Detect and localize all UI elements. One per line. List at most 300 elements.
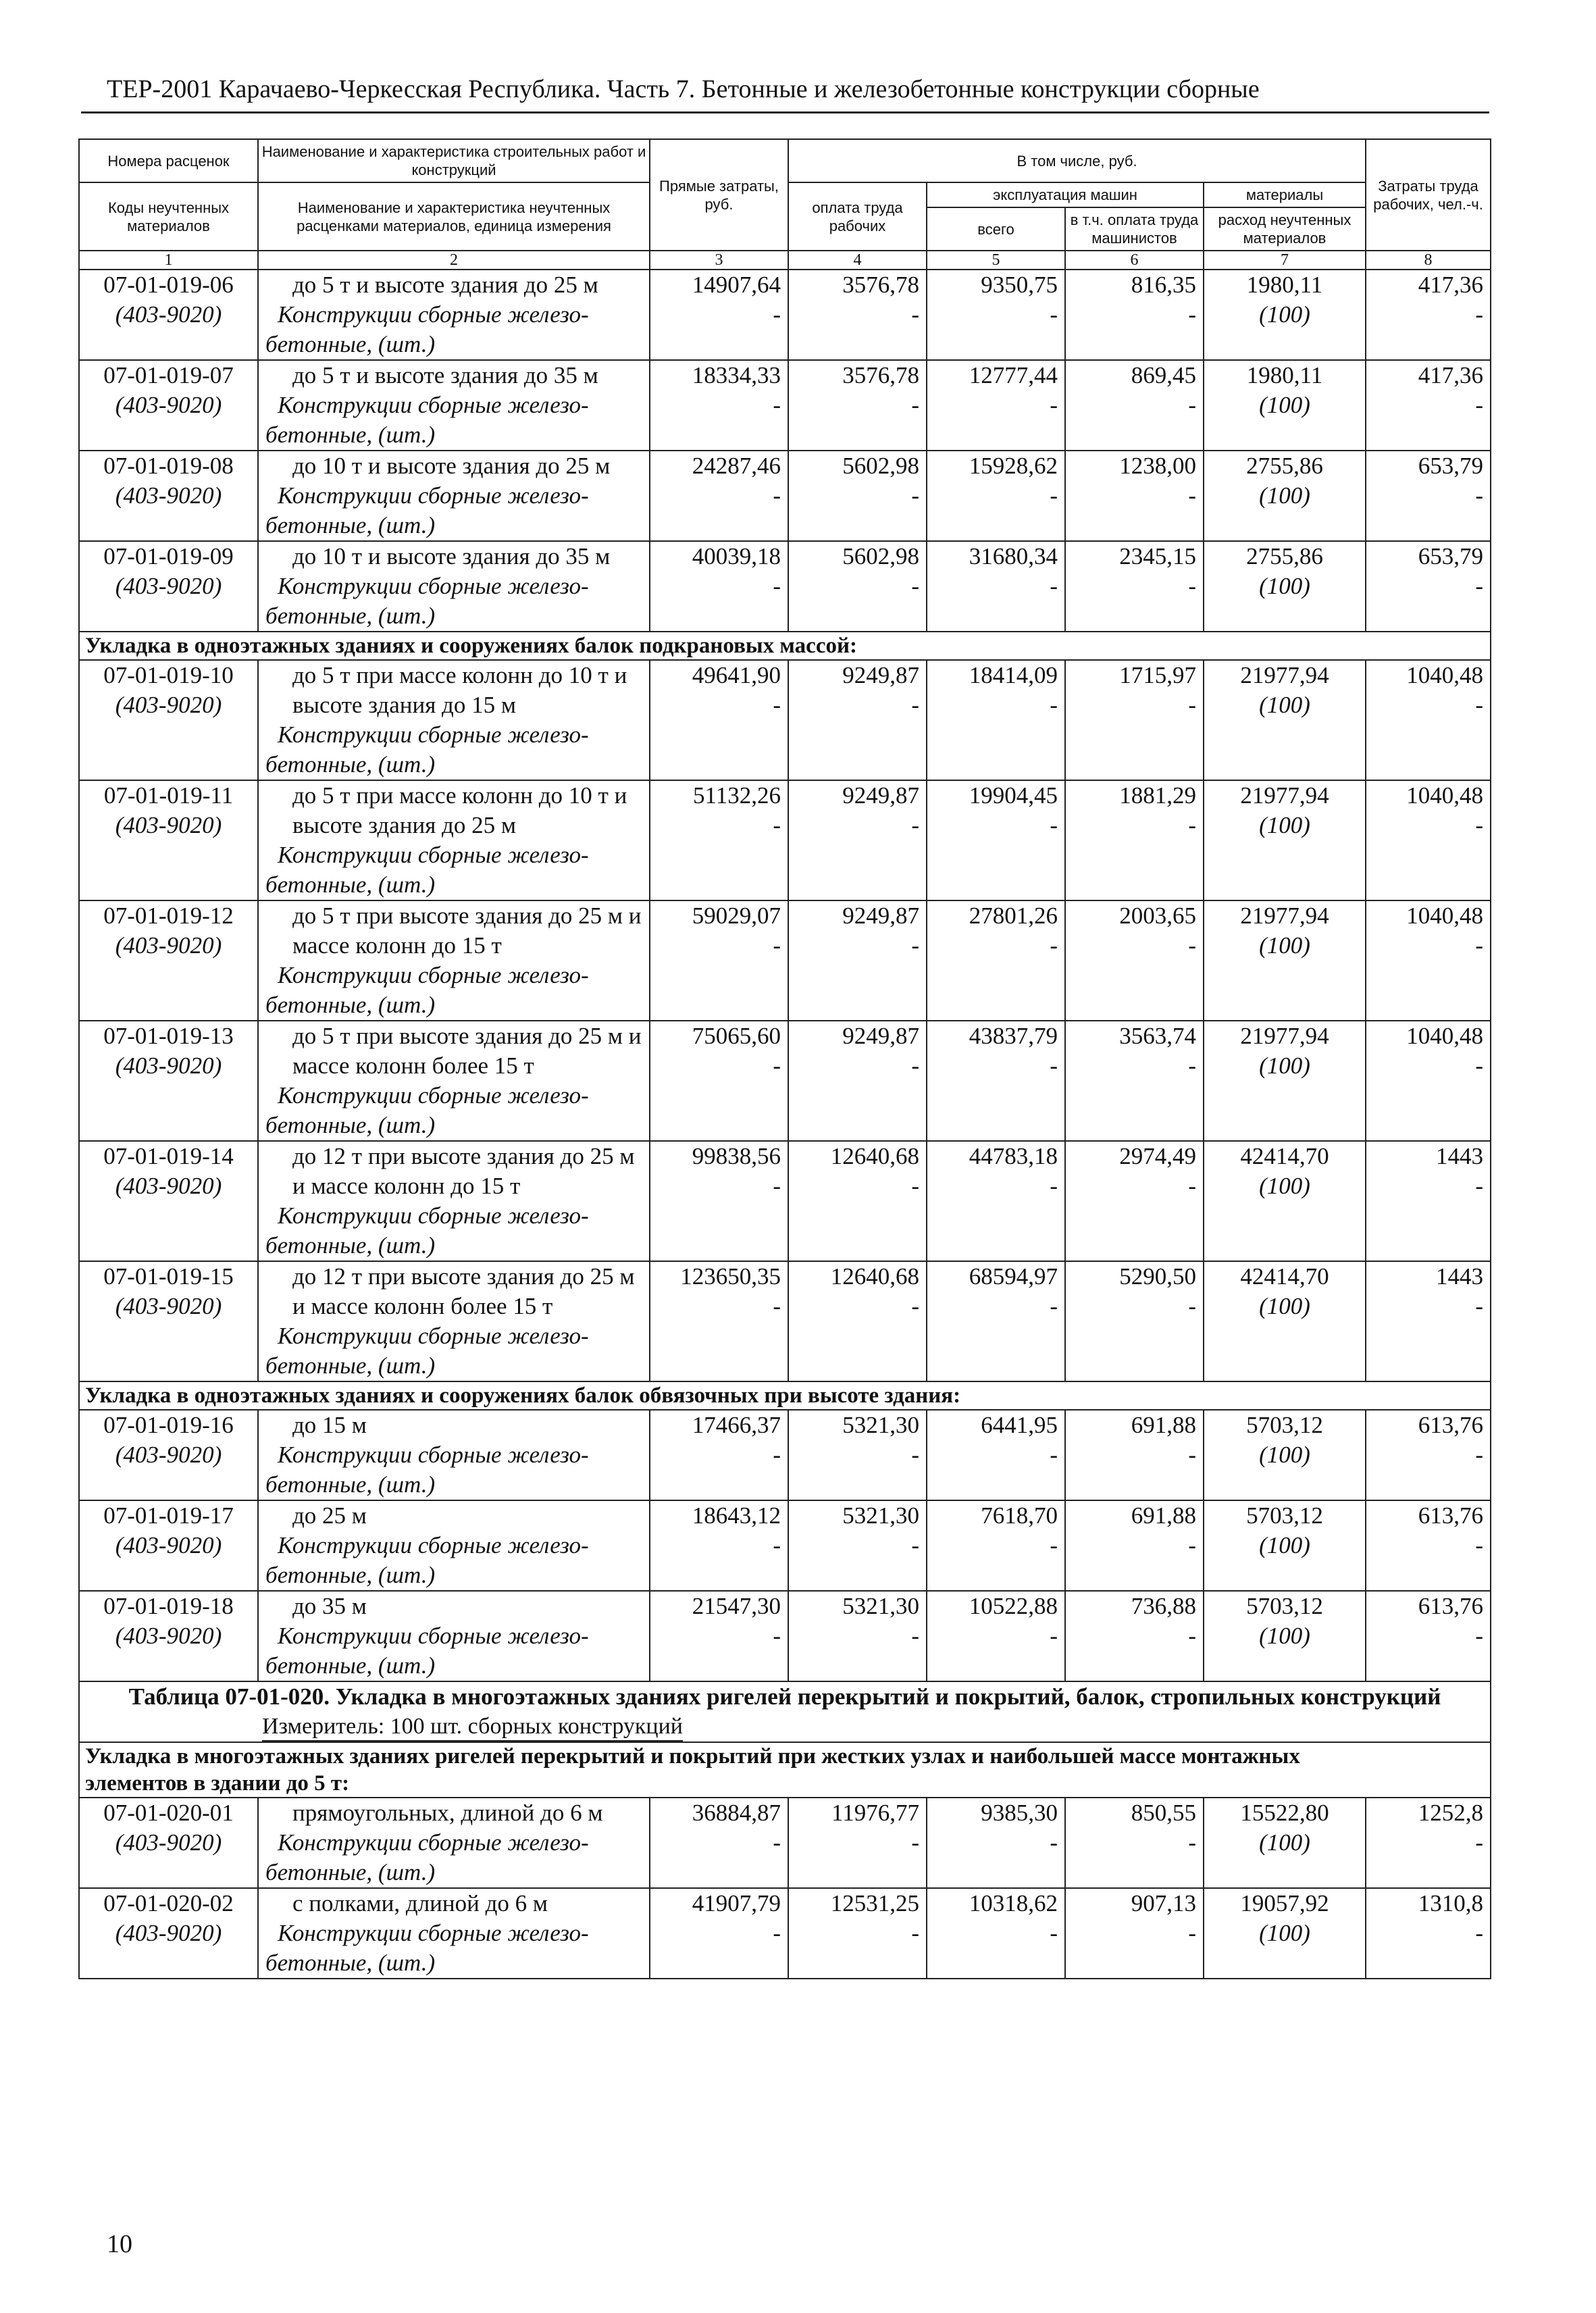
work-description: до 5 т и высоте здания до 25 м: [292, 272, 598, 298]
machines-total-cell: [927, 270, 1065, 360]
direct-cost-value: 49641,90: [692, 662, 781, 688]
name-cell: [258, 1021, 650, 1141]
material-name: бетонные, (шт.): [265, 1652, 436, 1679]
machines-wages-value: 2974,49: [1119, 1143, 1196, 1169]
machines-total-value: 9385,30: [981, 1800, 1058, 1826]
machines-wages-value: 907,13: [1131, 1890, 1196, 1916]
machines-total-cell: [927, 1410, 1065, 1500]
machines-total-value: 10522,88: [969, 1593, 1058, 1619]
material-code: (403-9020): [115, 812, 222, 838]
table-row: [79, 451, 1491, 541]
page-number: 10: [107, 2230, 132, 2258]
wages-value: 5321,30: [842, 1412, 919, 1438]
header-machines: эксплуатация машин: [927, 182, 1204, 207]
labor-cell: [1366, 1261, 1491, 1381]
dash: -: [1050, 392, 1058, 418]
dash: -: [911, 932, 919, 959]
direct-cost-value: 14907,64: [692, 272, 781, 298]
labor-cell: [1366, 360, 1491, 451]
section-heading: Укладка в одноэтажных зданиях и сооружениях балок обвязочных при высоте здания:: [79, 1381, 1366, 1410]
rate-code: 07-01-019-12: [103, 903, 234, 929]
machines-wages-cell: [1065, 780, 1204, 900]
material-name: бетонные, (шт.): [265, 512, 436, 538]
direct-cost-value: 59029,07: [692, 903, 781, 929]
machines-wages-cell: [1065, 270, 1204, 360]
dash: -: [1475, 1920, 1484, 1946]
labor-cell: [1366, 660, 1491, 780]
dash: -: [911, 301, 919, 328]
machines-total-value: 6441,95: [981, 1412, 1058, 1438]
direct-cost-cell: [650, 451, 788, 541]
dash: -: [911, 1532, 919, 1558]
dash: -: [911, 1173, 919, 1199]
work-description: до 15 м: [292, 1412, 367, 1438]
dash: -: [773, 1293, 781, 1319]
direct-cost-value: 51132,26: [693, 782, 781, 809]
materials-cell: [1204, 1410, 1366, 1500]
material-code: (403-9020): [115, 1052, 222, 1079]
rate-code: 07-01-019-13: [103, 1023, 234, 1049]
material-name: Конструкции сборные железо-: [278, 1532, 589, 1558]
wages-value: 9249,87: [842, 662, 919, 688]
dash: -: [1188, 692, 1196, 718]
labor-cell: [1366, 270, 1491, 360]
section-row: [79, 1742, 1491, 1798]
material-name: бетонные, (шт.): [265, 1950, 436, 1976]
wages-cell: [788, 1500, 927, 1591]
material-qty: (100): [1259, 1532, 1310, 1558]
name-cell: [258, 900, 650, 1021]
dash: -: [773, 1532, 781, 1558]
table-title-row: [79, 1681, 1491, 1712]
dash: -: [1188, 1052, 1196, 1079]
wages-value: 3576,78: [842, 272, 919, 298]
machines-total-value: 19904,45: [969, 782, 1058, 809]
wages-value: 9249,87: [842, 903, 919, 929]
materials-cell: [1204, 1021, 1366, 1141]
dash: -: [1050, 482, 1058, 509]
work-description: до 35 м: [292, 1593, 367, 1619]
direct-cost-cell: [650, 270, 788, 360]
direct-cost-value: 75065,60: [692, 1023, 781, 1049]
direct-cost-cell: [650, 780, 788, 900]
direct-cost-cell: [650, 1141, 788, 1261]
price-table: [78, 138, 1491, 1979]
material-name: Конструкции сборные железо-: [278, 1442, 589, 1468]
direct-cost-cell: [650, 660, 788, 780]
work-description: до 5 т при массе колонн до 10 т и высоте здания до 25 м: [292, 782, 627, 838]
material-code: (403-9020): [115, 932, 222, 959]
labor-value: 417,36: [1418, 272, 1484, 298]
table-row: [79, 270, 1491, 360]
rate-code: 07-01-020-01: [103, 1800, 234, 1826]
machines-wages-cell: [1065, 1141, 1204, 1261]
dash: -: [1475, 1052, 1484, 1079]
table-row: [79, 660, 1491, 780]
direct-cost-cell: [650, 1261, 788, 1381]
name-cell: [258, 1141, 650, 1261]
materials-cell: [1204, 1591, 1366, 1681]
dash: -: [1475, 1442, 1484, 1468]
direct-cost-cell: [650, 1500, 788, 1591]
dash: -: [1188, 1920, 1196, 1946]
wages-value: 3576,78: [842, 362, 919, 388]
dash: -: [773, 573, 781, 599]
material-name: бетонные, (шт.): [265, 603, 436, 629]
direct-cost-value: 40039,18: [692, 543, 781, 569]
material-qty: (100): [1259, 812, 1310, 838]
col-number: 8: [1366, 251, 1491, 270]
material-qty: (100): [1259, 1920, 1310, 1946]
machines-total-cell: [927, 1888, 1065, 1979]
dash: -: [911, 1623, 919, 1649]
labor-value: 1443: [1436, 1263, 1484, 1290]
dash: -: [1475, 1532, 1484, 1558]
code-cell: [79, 1141, 258, 1261]
machines-wages-cell: [1065, 1261, 1204, 1381]
material-name: бетонные, (шт.): [265, 1562, 436, 1588]
dash: -: [773, 301, 781, 328]
wages-cell: [788, 1591, 927, 1681]
material-code: (403-9020): [115, 1623, 222, 1649]
material-qty: (100): [1259, 1623, 1310, 1649]
material-qty: (100): [1259, 573, 1310, 599]
col-number: 1: [79, 251, 258, 270]
material-name: Конструкции сборные железо-: [278, 1323, 589, 1349]
name-cell: [258, 270, 650, 360]
materials-value: 21977,94: [1240, 662, 1329, 688]
section-row: [79, 632, 1491, 660]
machines-wages-cell: [1065, 660, 1204, 780]
table-title: Таблица 07-01-020. Укладка в многоэтажных зданиях ригелей перекрытий и покрытий, балок, стропильных конструкций: [79, 1681, 1491, 1712]
labor-cell: [1366, 1591, 1491, 1681]
machines-wages-cell: [1065, 1021, 1204, 1141]
direct-cost-value: 36884,87: [692, 1800, 781, 1826]
machines-total-value: 27801,26: [969, 903, 1058, 929]
material-name: бетонные, (шт.): [265, 422, 436, 448]
materials-value: 1980,11: [1246, 362, 1323, 388]
work-description: до 5 т при массе колонн до 10 т и высоте здания до 15 м: [292, 662, 627, 718]
labor-value: 1310,8: [1418, 1890, 1484, 1916]
dash: -: [911, 1442, 919, 1468]
machines-wages-value: 3563,74: [1119, 1023, 1196, 1049]
title-rule: [81, 111, 1489, 113]
dash: -: [911, 1293, 919, 1319]
materials-value: 5703,12: [1246, 1502, 1323, 1529]
table-row: [79, 1021, 1491, 1141]
material-code: (403-9020): [115, 692, 222, 718]
work-description: до 5 т при высоте здания до 25 м и массе колонн более 15 т: [292, 1023, 642, 1079]
material-name: бетонные, (шт.): [265, 992, 436, 1018]
section-heading-tail: [1366, 1742, 1491, 1798]
material-name: Конструкции сборные железо-: [278, 392, 589, 418]
machines-total-cell: [927, 541, 1065, 632]
machines-wages-value: 1238,00: [1119, 453, 1196, 479]
section-heading: Укладка в многоэтажных зданиях ригелей перекрытий и покрытий при жестких узлах и наибольшей массе монтажных элементов в здании до 5 т:: [79, 1742, 1366, 1798]
work-description: до 10 т и высоте здания до 25 м: [292, 453, 611, 479]
rate-code: 07-01-019-15: [103, 1263, 234, 1290]
labor-value: 653,79: [1418, 543, 1484, 569]
dash: -: [1475, 1173, 1484, 1199]
material-qty: (100): [1259, 482, 1310, 509]
header-codes-top: Номера расценок: [79, 139, 258, 182]
materials-cell: [1204, 660, 1366, 780]
materials-value: 5703,12: [1246, 1412, 1323, 1438]
header-codes-bottom: Коды неучтенных материалов: [79, 182, 258, 251]
table-row: [79, 1591, 1491, 1681]
materials-cell: [1204, 1500, 1366, 1591]
dash: -: [1188, 482, 1196, 509]
dash: -: [773, 1623, 781, 1649]
rate-code: 07-01-019-16: [103, 1412, 234, 1438]
material-code: (403-9020): [115, 1829, 222, 1856]
material-name: бетонные, (шт.): [265, 1471, 436, 1498]
materials-value: 5703,12: [1246, 1593, 1323, 1619]
dash: -: [1475, 1623, 1484, 1649]
table-row: [79, 1141, 1491, 1261]
wages-cell: [788, 1410, 927, 1500]
dash: -: [1050, 1293, 1058, 1319]
code-cell: [79, 1591, 258, 1681]
dash: -: [1475, 692, 1484, 718]
dash: -: [1475, 932, 1484, 959]
machines-total-cell: [927, 1261, 1065, 1381]
machines-total-value: 68594,97: [969, 1263, 1058, 1290]
dash: -: [1188, 573, 1196, 599]
direct-cost-value: 18643,12: [692, 1502, 781, 1529]
code-cell: [79, 1500, 258, 1591]
header-including: В том числе, руб.: [788, 139, 1366, 182]
labor-value: 613,76: [1418, 1593, 1484, 1619]
col-number: 7: [1204, 251, 1366, 270]
rate-code: 07-01-019-14: [103, 1143, 234, 1169]
dash: -: [773, 812, 781, 838]
direct-cost-value: 17466,37: [692, 1412, 781, 1438]
material-name: Конструкции сборные железо-: [278, 301, 589, 328]
material-name: бетонные, (шт.): [265, 1112, 436, 1138]
material-code: (403-9020): [115, 1920, 222, 1946]
direct-cost-cell: [650, 900, 788, 1021]
rate-code: 07-01-019-06: [103, 272, 234, 298]
labor-value: 1040,48: [1406, 903, 1484, 929]
col-number: 3: [650, 251, 788, 270]
work-description: до 5 т и высоте здания до 35 м: [292, 362, 598, 388]
dash: -: [773, 692, 781, 718]
material-name: Конструкции сборные железо-: [278, 573, 589, 599]
machines-total-cell: [927, 1021, 1065, 1141]
machines-wages-value: 1715,97: [1119, 662, 1196, 688]
material-name: Конструкции сборные железо-: [278, 482, 589, 509]
code-cell: [79, 900, 258, 1021]
section-heading: Укладка в одноэтажных зданиях и сооружениях балок подкрановых массой:: [79, 632, 1366, 660]
header-name-top: Наименование и характеристика строительных работ и конструкций: [258, 139, 650, 182]
material-name: бетонные, (шт.): [265, 1232, 436, 1259]
material-code: (403-9020): [115, 1442, 222, 1468]
header-machines-total: всего: [927, 207, 1065, 251]
wages-cell: [788, 270, 927, 360]
wages-value: 12531,25: [830, 1890, 919, 1916]
work-description: до 12 т при высоте здания до 25 м и массе колонн более 15 т: [292, 1263, 635, 1319]
dash: -: [1188, 932, 1196, 959]
labor-value: 653,79: [1418, 453, 1484, 479]
labor-value: 613,76: [1418, 1502, 1484, 1529]
material-qty: (100): [1259, 1052, 1310, 1079]
code-cell: [79, 1410, 258, 1500]
name-cell: [258, 1591, 650, 1681]
wages-cell: [788, 900, 927, 1021]
rate-code: 07-01-019-08: [103, 453, 234, 479]
dash: -: [773, 932, 781, 959]
material-name: Конструкции сборные железо-: [278, 842, 589, 868]
dash: -: [773, 1920, 781, 1946]
materials-value: 21977,94: [1240, 1023, 1329, 1049]
name-cell: [258, 780, 650, 900]
rate-code: 07-01-019-09: [103, 543, 234, 569]
labor-value: 417,36: [1418, 362, 1484, 388]
machines-total-cell: [927, 900, 1065, 1021]
machines-wages-cell: [1065, 1888, 1204, 1979]
materials-cell: [1204, 1798, 1366, 1888]
name-cell: [258, 1500, 650, 1591]
dash: -: [773, 1173, 781, 1199]
labor-cell: [1366, 900, 1491, 1021]
wages-value: 12640,68: [830, 1263, 919, 1290]
materials-value: 19057,92: [1240, 1890, 1329, 1916]
wages-value: 12640,68: [830, 1143, 919, 1169]
dash: -: [773, 482, 781, 509]
machines-total-value: 18414,09: [969, 662, 1058, 688]
machines-wages-cell: [1065, 451, 1204, 541]
dash: -: [1188, 301, 1196, 328]
materials-cell: [1204, 900, 1366, 1021]
materials-value: 15522,80: [1240, 1800, 1329, 1826]
code-cell: [79, 1261, 258, 1381]
material-name: бетонные, (шт.): [265, 331, 436, 357]
dash: -: [1188, 1293, 1196, 1319]
wages-cell: [788, 1261, 927, 1381]
dash: -: [911, 1920, 919, 1946]
work-description: до 5 т при высоте здания до 25 м и массе колонн до 15 т: [292, 903, 642, 959]
machines-total-value: 44783,18: [969, 1143, 1058, 1169]
dash: -: [911, 1829, 919, 1856]
rate-code: 07-01-019-11: [103, 782, 234, 809]
wages-cell: [788, 1798, 927, 1888]
dash: -: [911, 1052, 919, 1079]
direct-cost-value: 21547,30: [692, 1593, 781, 1619]
dash: -: [1050, 301, 1058, 328]
labor-value: 613,76: [1418, 1412, 1484, 1438]
machines-wages-cell: [1065, 1591, 1204, 1681]
dash: -: [1188, 392, 1196, 418]
machines-total-cell: [927, 660, 1065, 780]
material-qty: (100): [1259, 392, 1310, 418]
wages-cell: [788, 1141, 927, 1261]
wages-cell: [788, 1021, 927, 1141]
machines-total-cell: [927, 360, 1065, 451]
direct-cost-value: 99838,56: [692, 1143, 781, 1169]
header-name-bottom: Наименование и характеристика неучтенных расценками материалов, единица измерения: [258, 182, 650, 251]
labor-cell: [1366, 1500, 1491, 1591]
wages-cell: [788, 451, 927, 541]
dash: -: [1188, 1173, 1196, 1199]
machines-total-value: 31680,34: [969, 543, 1058, 569]
code-cell: [79, 360, 258, 451]
materials-value: 2755,86: [1246, 453, 1323, 479]
name-cell: [258, 1888, 650, 1979]
dash: -: [773, 1829, 781, 1856]
wages-value: 5321,30: [842, 1593, 919, 1619]
materials-value: 42414,70: [1240, 1143, 1329, 1169]
material-qty: (100): [1259, 1173, 1310, 1199]
dash: -: [911, 692, 919, 718]
header-direct-costs: Прямые затраты, руб.: [650, 139, 788, 251]
col-number: 4: [788, 251, 927, 270]
name-cell: [258, 360, 650, 451]
dash: -: [1475, 812, 1484, 838]
dash: -: [1188, 1829, 1196, 1856]
dash: -: [1475, 392, 1484, 418]
material-qty: (100): [1259, 1293, 1310, 1319]
material-name: бетонные, (шт.): [265, 871, 436, 898]
direct-cost-cell: [650, 1798, 788, 1888]
code-cell: [79, 660, 258, 780]
labor-cell: [1366, 1141, 1491, 1261]
material-code: (403-9020): [115, 1532, 222, 1558]
header-machines-wages: в т.ч. оплата труда машинистов: [1065, 207, 1204, 251]
table-row: [79, 1410, 1491, 1500]
materials-cell: [1204, 780, 1366, 900]
material-code: (403-9020): [115, 482, 222, 509]
labor-value: 1443: [1436, 1143, 1484, 1169]
machines-total-value: 15928,62: [969, 453, 1058, 479]
labor-value: 1252,8: [1418, 1800, 1484, 1826]
dash: -: [773, 1052, 781, 1079]
labor-cell: [1366, 1410, 1491, 1500]
labor-cell: [1366, 1021, 1491, 1141]
direct-cost-cell: [650, 1410, 788, 1500]
work-description: с полками, длиной до 6 м: [292, 1890, 548, 1916]
materials-cell: [1204, 1141, 1366, 1261]
code-cell: [79, 1021, 258, 1141]
wages-cell: [788, 360, 927, 451]
wages-cell: [788, 660, 927, 780]
machines-wages-value: 2345,15: [1119, 543, 1196, 569]
materials-cell: [1204, 270, 1366, 360]
dash: -: [1475, 573, 1484, 599]
dash: -: [1050, 1052, 1058, 1079]
material-name: бетонные, (шт.): [265, 1859, 436, 1885]
header-materials: материалы: [1204, 182, 1366, 207]
rate-code: 07-01-019-07: [103, 362, 234, 388]
labor-cell: [1366, 1798, 1491, 1888]
name-cell: [258, 1798, 650, 1888]
dash: -: [1188, 1532, 1196, 1558]
dash: -: [1188, 1623, 1196, 1649]
dash: -: [1050, 1829, 1058, 1856]
direct-cost-value: 18334,33: [692, 362, 781, 388]
dash: -: [1475, 1293, 1484, 1319]
dash: -: [773, 1442, 781, 1468]
machines-total-cell: [927, 1798, 1065, 1888]
materials-value: 42414,70: [1240, 1263, 1329, 1290]
table-row: [79, 780, 1491, 900]
direct-cost-cell: [650, 541, 788, 632]
machines-wages-value: 850,55: [1131, 1800, 1196, 1826]
machines-total-cell: [927, 451, 1065, 541]
direct-cost-cell: [650, 1888, 788, 1979]
material-qty: (100): [1259, 1829, 1310, 1856]
work-description: прямоугольных, длиной до 6 м: [292, 1800, 603, 1826]
